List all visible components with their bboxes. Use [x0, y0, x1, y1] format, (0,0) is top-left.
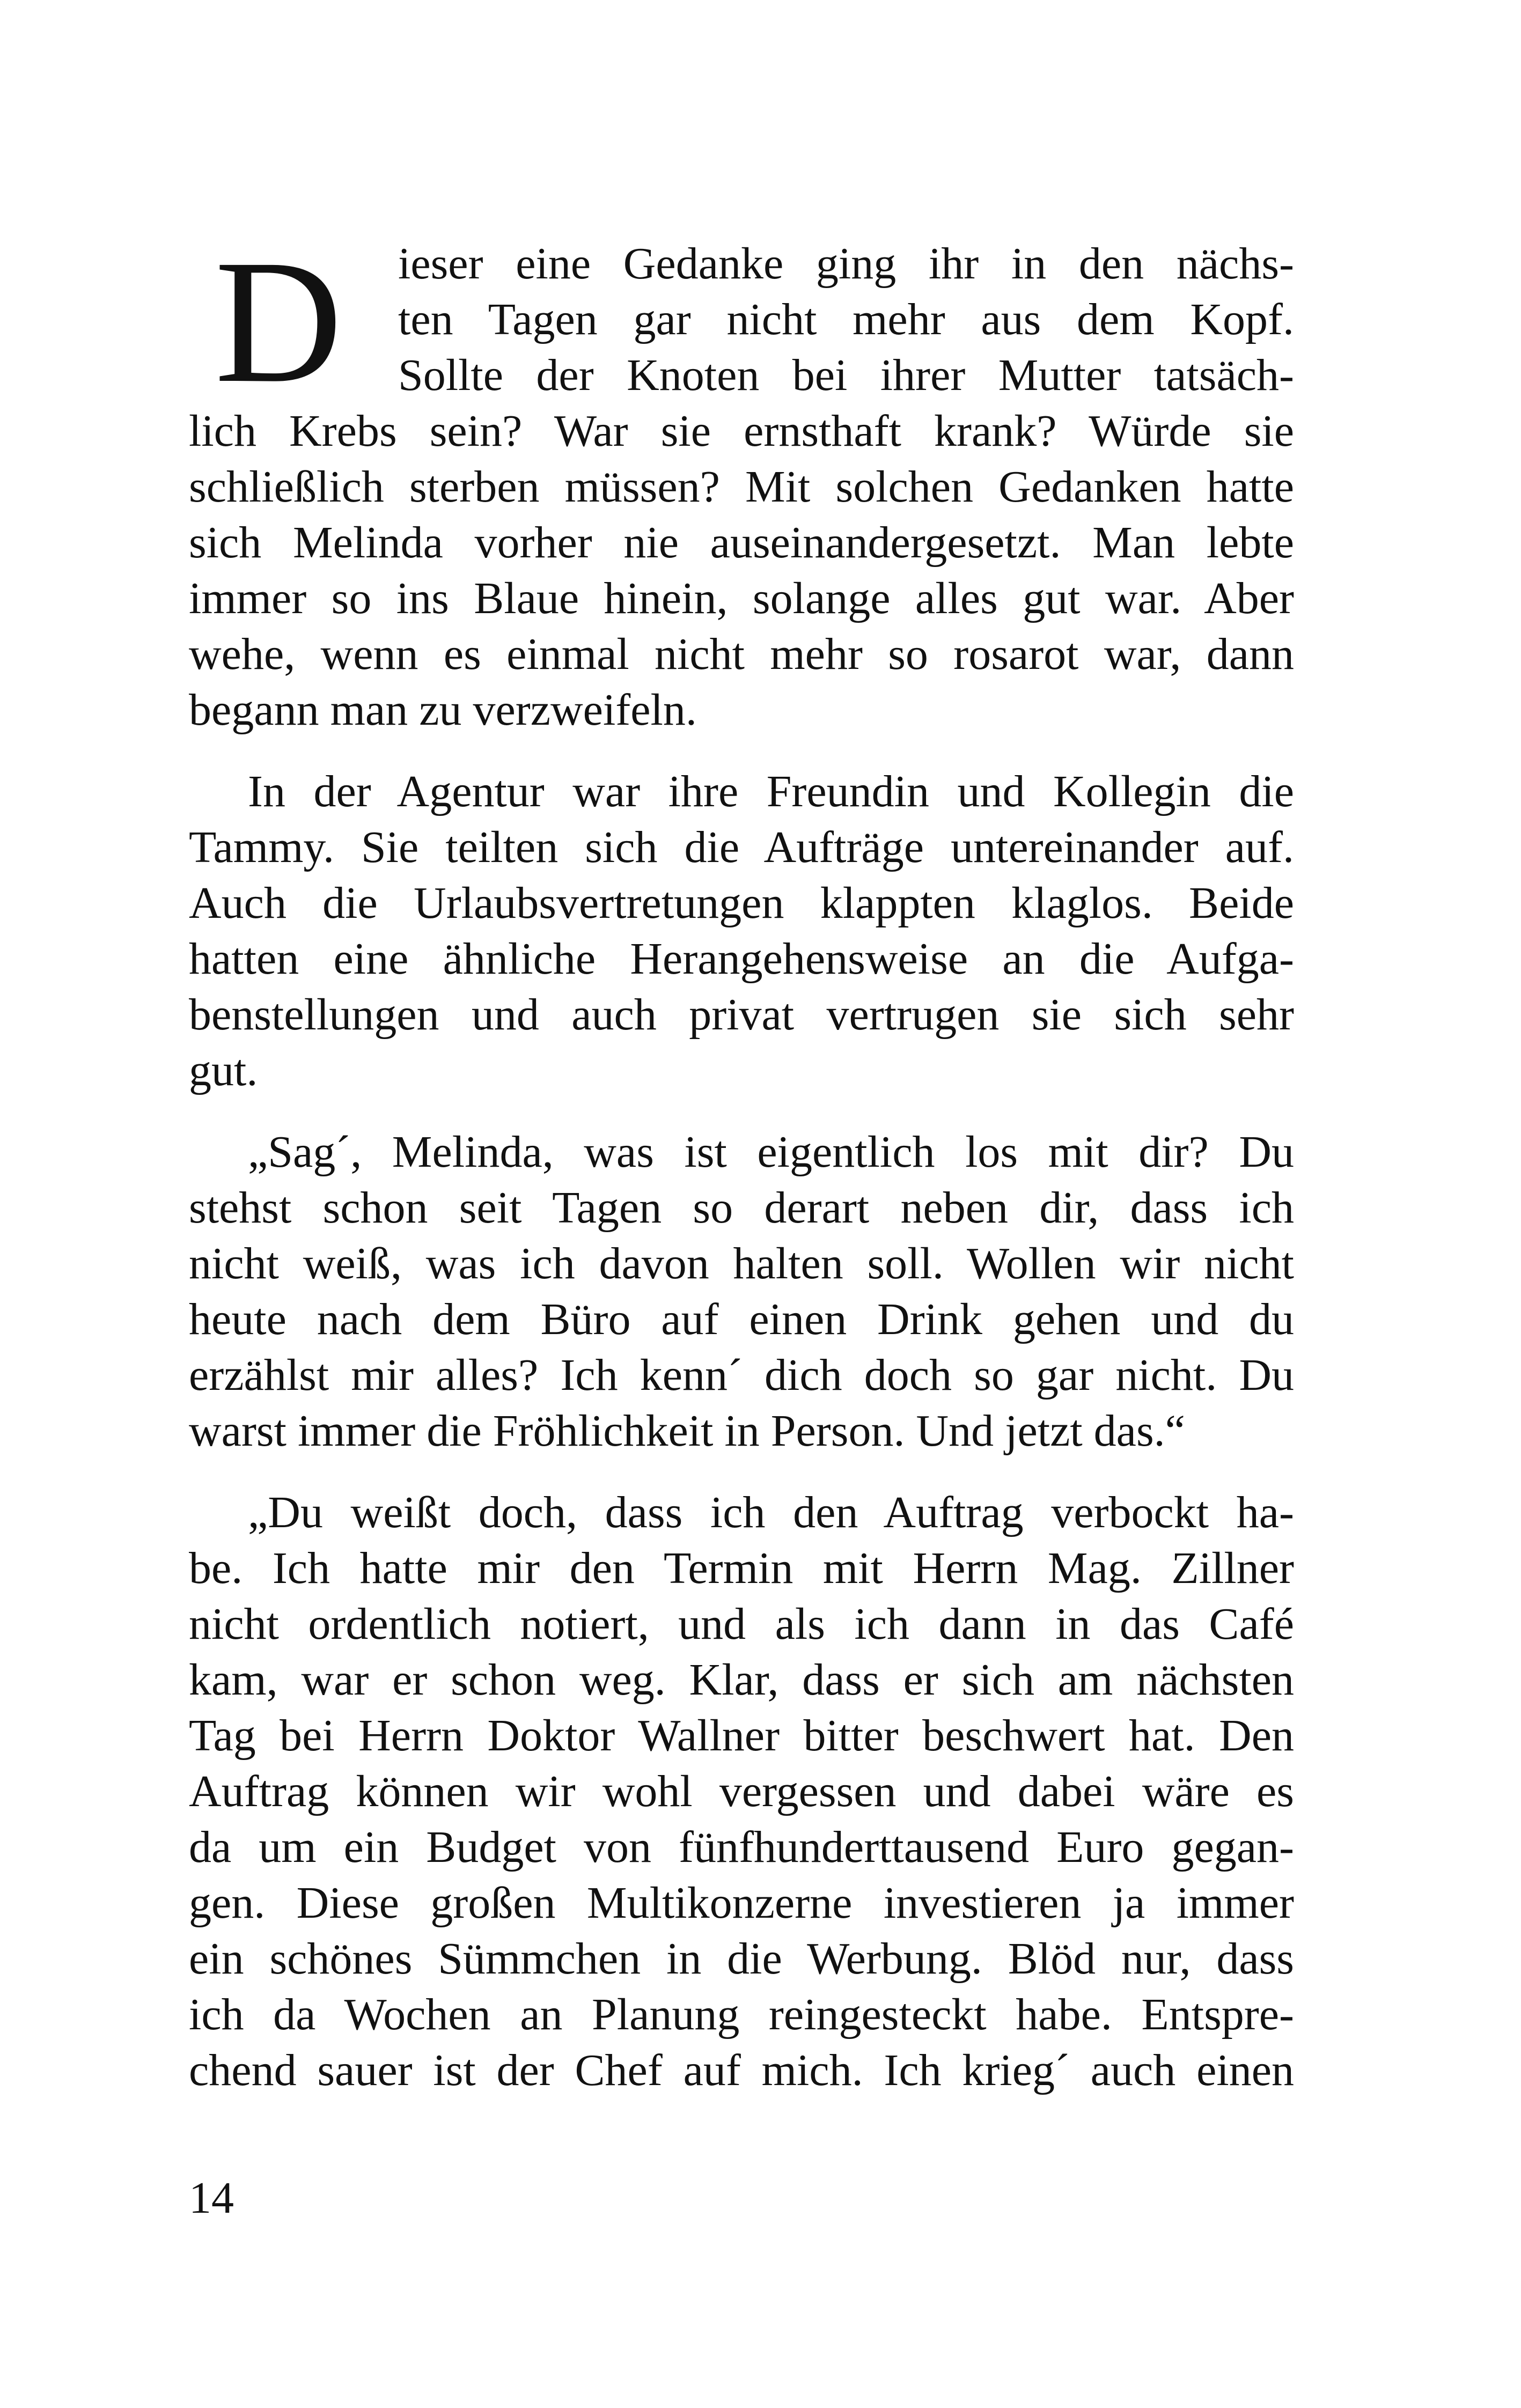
text-line: Sollte der Knoten bei ihrer Mutter tatsäch- — [398, 350, 1294, 400]
text-line: Tag bei Herrn Doktor Wallner bitter beschwert hat. Den — [189, 1711, 1294, 1761]
text-line: heute nach dem Büro auf einen Drink gehen und du — [189, 1294, 1294, 1344]
text-line: be. Ich hatte mir den Termin mit Herrn Mag. Zillner — [189, 1543, 1294, 1593]
text-line: ten Tagen gar nicht mehr aus dem Kopf. — [398, 294, 1294, 344]
text-line: nicht ordentlich notiert, und als ich dann in das Café — [189, 1599, 1294, 1649]
text-line: In der Agentur war ihre Freundin und Kollegin die — [248, 767, 1294, 816]
text-line: hatten eine ähnliche Herangehensweise an die Aufga- — [189, 934, 1294, 984]
text-line: begann man zu verzweifeln. — [189, 685, 697, 735]
text-line: nicht weiß, was ich davon halten soll. Wollen wir nicht — [189, 1239, 1294, 1288]
text-line: gen. Diese großen Multikonzerne investieren ja immer — [189, 1878, 1294, 1928]
text-line: schließlich sterben müssen? Mit solchen Gedanken hatte — [189, 462, 1294, 512]
text-line: da um ein Budget von fünfhunderttausend Euro gegan- — [189, 1822, 1294, 1872]
text-line: „Sag´, Melinda, was ist eigentlich los mit dir? Du — [248, 1127, 1294, 1177]
text-line: gut. — [189, 1045, 258, 1095]
page-number: 14 — [189, 2173, 234, 2223]
drop-cap: D — [215, 224, 343, 419]
text-line: sich Melinda vorher nie auseinandergesetzt. Man lebte — [189, 518, 1294, 568]
text-line: warst immer die Fröhlichkeit in Person. Und jetzt das.“ — [189, 1406, 1185, 1456]
text-line: stehst schon seit Tagen so derart neben dir, dass ich — [189, 1183, 1294, 1233]
text-line: kam, war er schon weg. Klar, dass er sich am nächsten — [189, 1655, 1294, 1705]
text-line: Auch die Urlaubsvertretungen klappten klaglos. Beide — [189, 878, 1294, 928]
text-line: chend sauer ist der Chef auf mich. Ich krieg´ auch einen — [189, 2045, 1294, 2095]
text-line: ieser eine Gedanke ging ihr in den nächs- — [398, 239, 1294, 289]
body-text — [189, 224, 1294, 2098]
text-line: Tammy. Sie teilten sich die Aufträge untereinander auf. — [189, 822, 1294, 872]
text-line: Auftrag können wir wohl vergessen und dabei wäre es — [189, 1766, 1294, 1816]
text-line: lich Krebs sein? War sie ernsthaft krank? Würde sie — [189, 406, 1294, 456]
text-line: ich da Wochen an Planung reingesteckt habe. Entspre- — [189, 1990, 1294, 2039]
text-line: benstellungen und auch privat vertrugen sie sich sehr — [189, 990, 1294, 1040]
text-line: ein schönes Sümmchen in die Werbung. Blöd nur, dass — [189, 1934, 1294, 1984]
text-line: „Du weißt doch, dass ich den Auftrag verbockt ha- — [248, 1487, 1294, 1537]
text-line: wehe, wenn es einmal nicht mehr so rosarot war, dann — [189, 629, 1294, 679]
text-line: erzählst mir alles? Ich kenn´ dich doch so gar nicht. Du — [189, 1350, 1294, 1400]
text-line: immer so ins Blaue hinein, solange alles gut war. Aber — [189, 573, 1294, 623]
